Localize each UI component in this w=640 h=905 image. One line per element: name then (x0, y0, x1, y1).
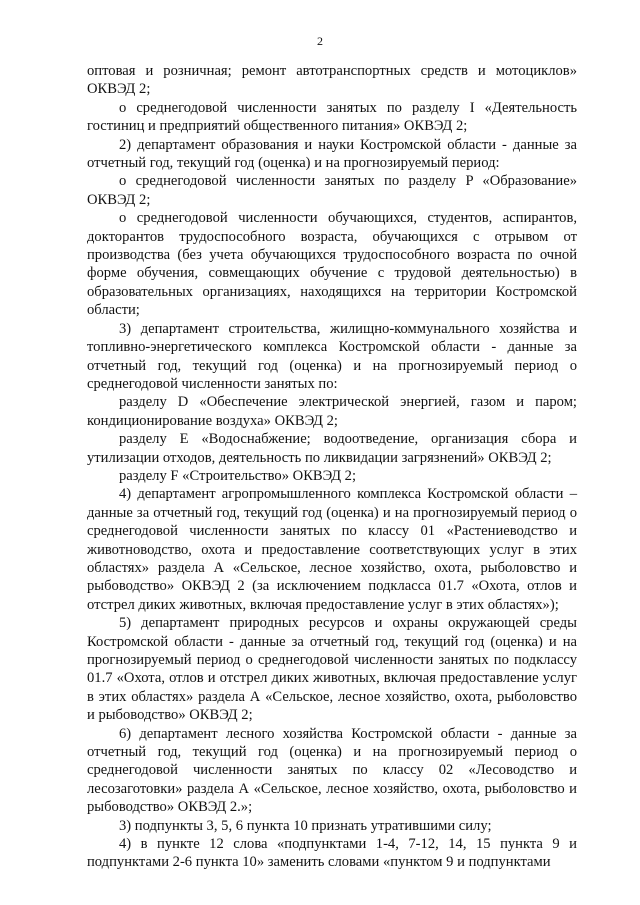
paragraph: 4) в пункте 12 слова «подпунктами 1-4, 7-12, 14, 15 пункта 9 и подпунктами 2-6 пункта 10» заменить словами «пунктом 9 и подпунктами (87, 836, 577, 871)
paragraph: 3) департамент строительства, жилищно-коммунального хозяйства и топливно-энергетического комплекса Костромской области - данные за отчетный год, текущий год (оценка) и на прогнозируемый период о среднегодовой численности занятых по: (87, 320, 577, 392)
paragraph: 3) подпункты 3, 5, 6 пункта 10 признать утратившими силу; (119, 817, 492, 834)
paragraph-continuation: оптовая и розничная; ремонт автотранспортных средств и мотоциклов» ОКВЭД 2; (87, 63, 577, 98)
paragraph: о среднегодовой численности занятых по разделу I «Деятельность гостиниц и предприятий общественного питания» ОКВЭД 2; (87, 99, 577, 135)
paragraph: 4) департамент агропромышленного комплекса Костромской области – данные за отчетный год, текущий год (оценка) и на прогнозируемый период о среднегодовой численности занятых по классу 01 «Растениеводство и животноводство, охота и предоставление соответствующих услуг в этих областях» раздела А «Сельское, лесное хозяйство, охота, рыболовство и рыбоводство» ОКВЭД 2 (за исключением подкласса 01.7 «Охота, отлов и отстрел диких животных, включая предоставление услуг в этих областях»); (87, 486, 577, 613)
paragraph: 5) департамент природных ресурсов и охраны окружающей среды Костромской области - данные за отчетный год, текущий год (оценка) и на прогнозируемый период о среднегодовой численности занятых по подклассу 01.7 «Охота, отлов и отстрел диких животных, включая предоставление услуг в этих областях» раздела А «Сельское, лесное хозяйство, охота, рыболовство и рыбоводство» ОКВЭД 2; (87, 615, 577, 724)
page-number: 2 (317, 34, 323, 48)
paragraph: разделу D «Обеспечение электрической энергией, газом и паром; кондиционирование воздуха» ОКВЭД 2; (87, 394, 577, 429)
document-body (87, 62, 577, 872)
paragraph: разделу F «Строительство» ОКВЭД 2; (119, 467, 357, 484)
paragraph: разделу E «Водоснабжение; водоотведение, организация сбора и утилизации отходов, деятельность по ликвидации загрязнений» ОКВЭД 2; (87, 431, 577, 466)
paragraph: 2) департамент образования и науки Костромской области - данные за отчетный год, текущий год (оценка) и на прогнозируемый период: (87, 136, 577, 172)
paragraph: о среднегодовой численности обучающихся, студентов, аспирантов, докторантов трудоспособного возраста, обучающихся с отрывом от производства (без учета обучающихся трудоспособного возраста по очной форме обучения, совмещающих обучение с трудовой деятельностью) в образовательных организациях, находящихся на территории Костромской области; (87, 210, 577, 319)
paragraph: о среднегодовой численности занятых по разделу P «Образование» ОКВЭД 2; (87, 173, 577, 208)
paragraph: 6) департамент лесного хозяйства Костромской области - данные за отчетный год, текущий год (оценка) и на прогнозируемый период о среднегодовой численности занятых по классу 02 «Лесоводство и лесозаготовки» раздела А «Сельское, лесное хозяйство, охота, рыболовство и рыбоводство» ОКВЭД 2.»; (87, 725, 577, 816)
